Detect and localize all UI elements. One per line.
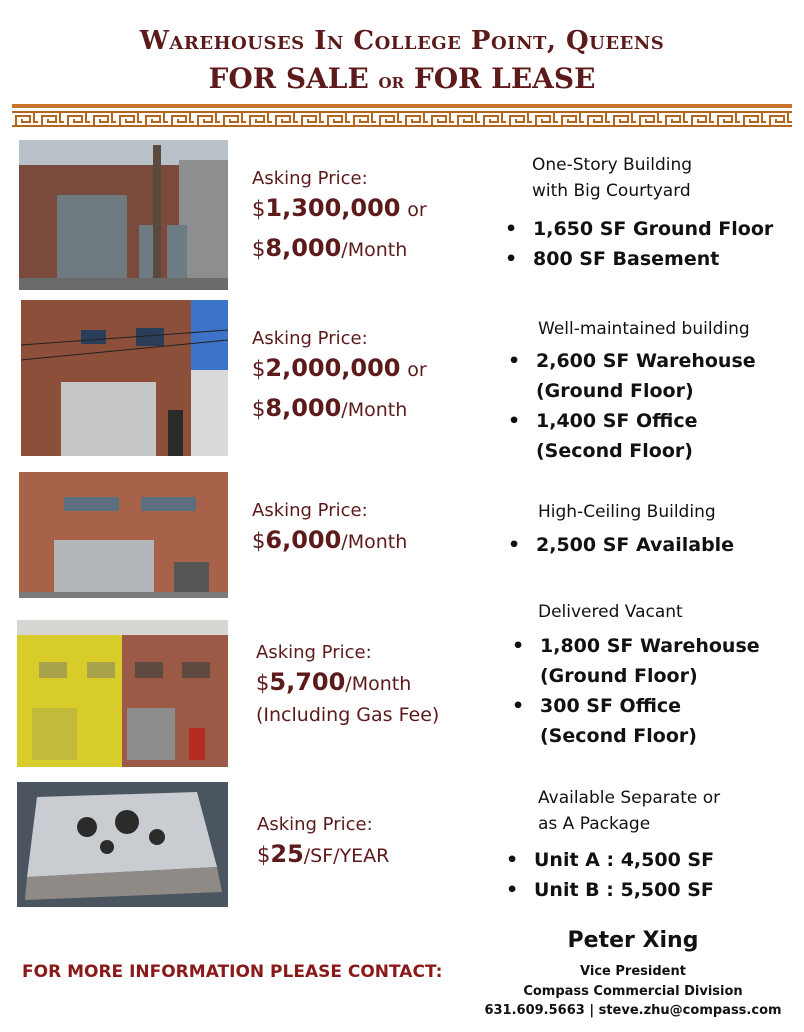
feature-item-detail: (Ground Floor)	[540, 665, 698, 687]
fret-segment	[588, 112, 610, 126]
fret-segment	[276, 112, 298, 126]
listing-1-photo	[19, 140, 228, 290]
description-line: as A Package	[538, 814, 651, 834]
fret-segment	[692, 112, 714, 126]
fret-segment	[484, 112, 506, 126]
listing-5-description	[538, 785, 720, 837]
listing-4-description: Delivered Vacant	[538, 602, 683, 622]
email-link[interactable]: steve.zhu@compass.com	[598, 1003, 782, 1018]
listing-2-description: Well-maintained building	[538, 319, 750, 339]
fret-segment	[666, 112, 688, 126]
fret-segment	[432, 112, 454, 126]
fret-segment	[640, 112, 662, 126]
price-amount: 1,300,000	[265, 194, 401, 222]
listing-2-photo	[21, 300, 228, 456]
fret-segment	[68, 112, 90, 126]
agent-name: Peter Xing	[567, 928, 699, 953]
fret-segment	[536, 112, 558, 126]
listing-5-photo	[17, 782, 228, 907]
feature-item: 1,650 SF Ground Floor	[533, 218, 774, 240]
fret-segment	[302, 112, 324, 126]
feature-item-detail: (Second Floor)	[536, 440, 693, 462]
price-suffix: or	[407, 199, 427, 221]
price-amount: 8,000	[265, 234, 342, 262]
description-line: with Big Courtyard	[532, 181, 691, 201]
price-suffix: /SF/YEAR	[303, 845, 390, 867]
listing-4-features: • 1,800 SF Warehouse (Ground Floor) • 300 SF Office (Second Floor)	[512, 631, 760, 751]
feature-item: 300 SF Office	[540, 695, 682, 717]
feature-item: 2,600 SF Warehouse	[536, 350, 756, 372]
price-amount: 8,000	[265, 394, 342, 422]
page-title: Warehouses In College Point, Queens	[139, 26, 665, 56]
asking-price-label: Asking Price:	[252, 500, 368, 521]
listing-2-price: Asking Price: $2,000,000 or $8,000/Month	[252, 328, 427, 422]
agent-title: Vice President	[580, 964, 686, 979]
price-suffix: /Month	[345, 673, 412, 695]
listing-1-features: • 1,650 SF Ground Floor • 800 SF Basement	[505, 214, 773, 274]
agent-contact-info	[480, 1003, 786, 1018]
fret-segment	[354, 112, 376, 126]
fret-segment	[380, 112, 402, 126]
feature-item: 1,400 SF Office	[536, 410, 698, 432]
fret-segment	[224, 112, 246, 126]
fret-segment	[94, 112, 116, 126]
fret-segment	[406, 112, 428, 126]
price-amount: 5,700	[269, 668, 346, 696]
fret-segment	[770, 112, 792, 126]
listing-3-description: High-Ceiling Building	[538, 502, 716, 522]
for-lease-text: FOR LEASE	[413, 62, 596, 95]
feature-item: 1,800 SF Warehouse	[540, 635, 760, 657]
fret-segment	[172, 112, 194, 126]
listing-3-features: • 2,500 SF Available	[508, 530, 734, 560]
feature-item-detail: (Second Floor)	[540, 725, 697, 747]
price-suffix: or	[407, 359, 427, 381]
page-subtitle	[0, 62, 804, 95]
listing-5-features: • Unit A : 4,500 SF • Unit B : 5,500 SF	[506, 845, 714, 905]
asking-price-label: Asking Price:	[257, 814, 373, 835]
listing-3-price: Asking Price: $6,000/Month	[252, 500, 408, 554]
feature-item: Unit A : 4,500 SF	[534, 849, 715, 871]
fret-segment	[198, 112, 220, 126]
price-note: (Including Gas Fee)	[256, 704, 440, 726]
listing-3-photo	[19, 472, 228, 598]
feature-item: 800 SF Basement	[533, 248, 720, 270]
description-line: Available Separate or	[538, 788, 721, 808]
decorative-border	[12, 104, 792, 132]
fret-segment	[146, 112, 168, 126]
listing-2-features: • 2,600 SF Warehouse (Ground Floor) • 1,400 SF Office (Second Floor)	[508, 346, 756, 466]
agent-division: Compass Commercial Division	[523, 984, 743, 999]
or-text: or	[378, 68, 405, 94]
phone-number[interactable]: 631.609.5663	[484, 1003, 585, 1018]
fret-segment	[120, 112, 142, 126]
fret-segment	[718, 112, 740, 126]
price-amount: 25	[270, 840, 304, 868]
feature-item-detail: (Ground Floor)	[536, 380, 694, 402]
fret-segment	[16, 112, 38, 126]
asking-price-label: Asking Price:	[256, 642, 372, 663]
listing-4-price: Asking Price: $5,700/Month (Including Gas Fee)	[256, 642, 440, 726]
listing-1-description	[532, 152, 692, 204]
price-amount: 6,000	[265, 526, 342, 554]
price-suffix: /Month	[341, 239, 408, 261]
fret-segment	[328, 112, 350, 126]
description-line: One-Story Building	[532, 155, 693, 175]
fret-segment	[458, 112, 480, 126]
listing-1-price: Asking Price: $1,300,000 or $8,000/Month	[252, 168, 427, 262]
feature-item: 2,500 SF Available	[536, 534, 735, 556]
contact-prompt: FOR MORE INFORMATION PLEASE CONTACT:	[22, 962, 443, 982]
fret-segment	[562, 112, 584, 126]
fret-segment	[250, 112, 272, 126]
listing-4-photo	[17, 620, 228, 767]
asking-price-label: Asking Price:	[252, 328, 368, 349]
feature-item: Unit B : 5,500 SF	[534, 879, 714, 901]
asking-price-label: Asking Price:	[252, 168, 368, 189]
separator: |	[589, 1003, 595, 1018]
fret-segment	[510, 112, 532, 126]
listing-5-price: Asking Price: $25/SF/YEAR	[257, 814, 390, 868]
fret-segment	[614, 112, 636, 126]
price-suffix: /Month	[341, 399, 408, 421]
fret-segment	[42, 112, 64, 126]
price-amount: 2,000,000	[265, 354, 401, 382]
fret-segment	[744, 112, 766, 126]
price-suffix: /Month	[341, 531, 408, 553]
for-sale-text: FOR SALE	[208, 62, 369, 95]
